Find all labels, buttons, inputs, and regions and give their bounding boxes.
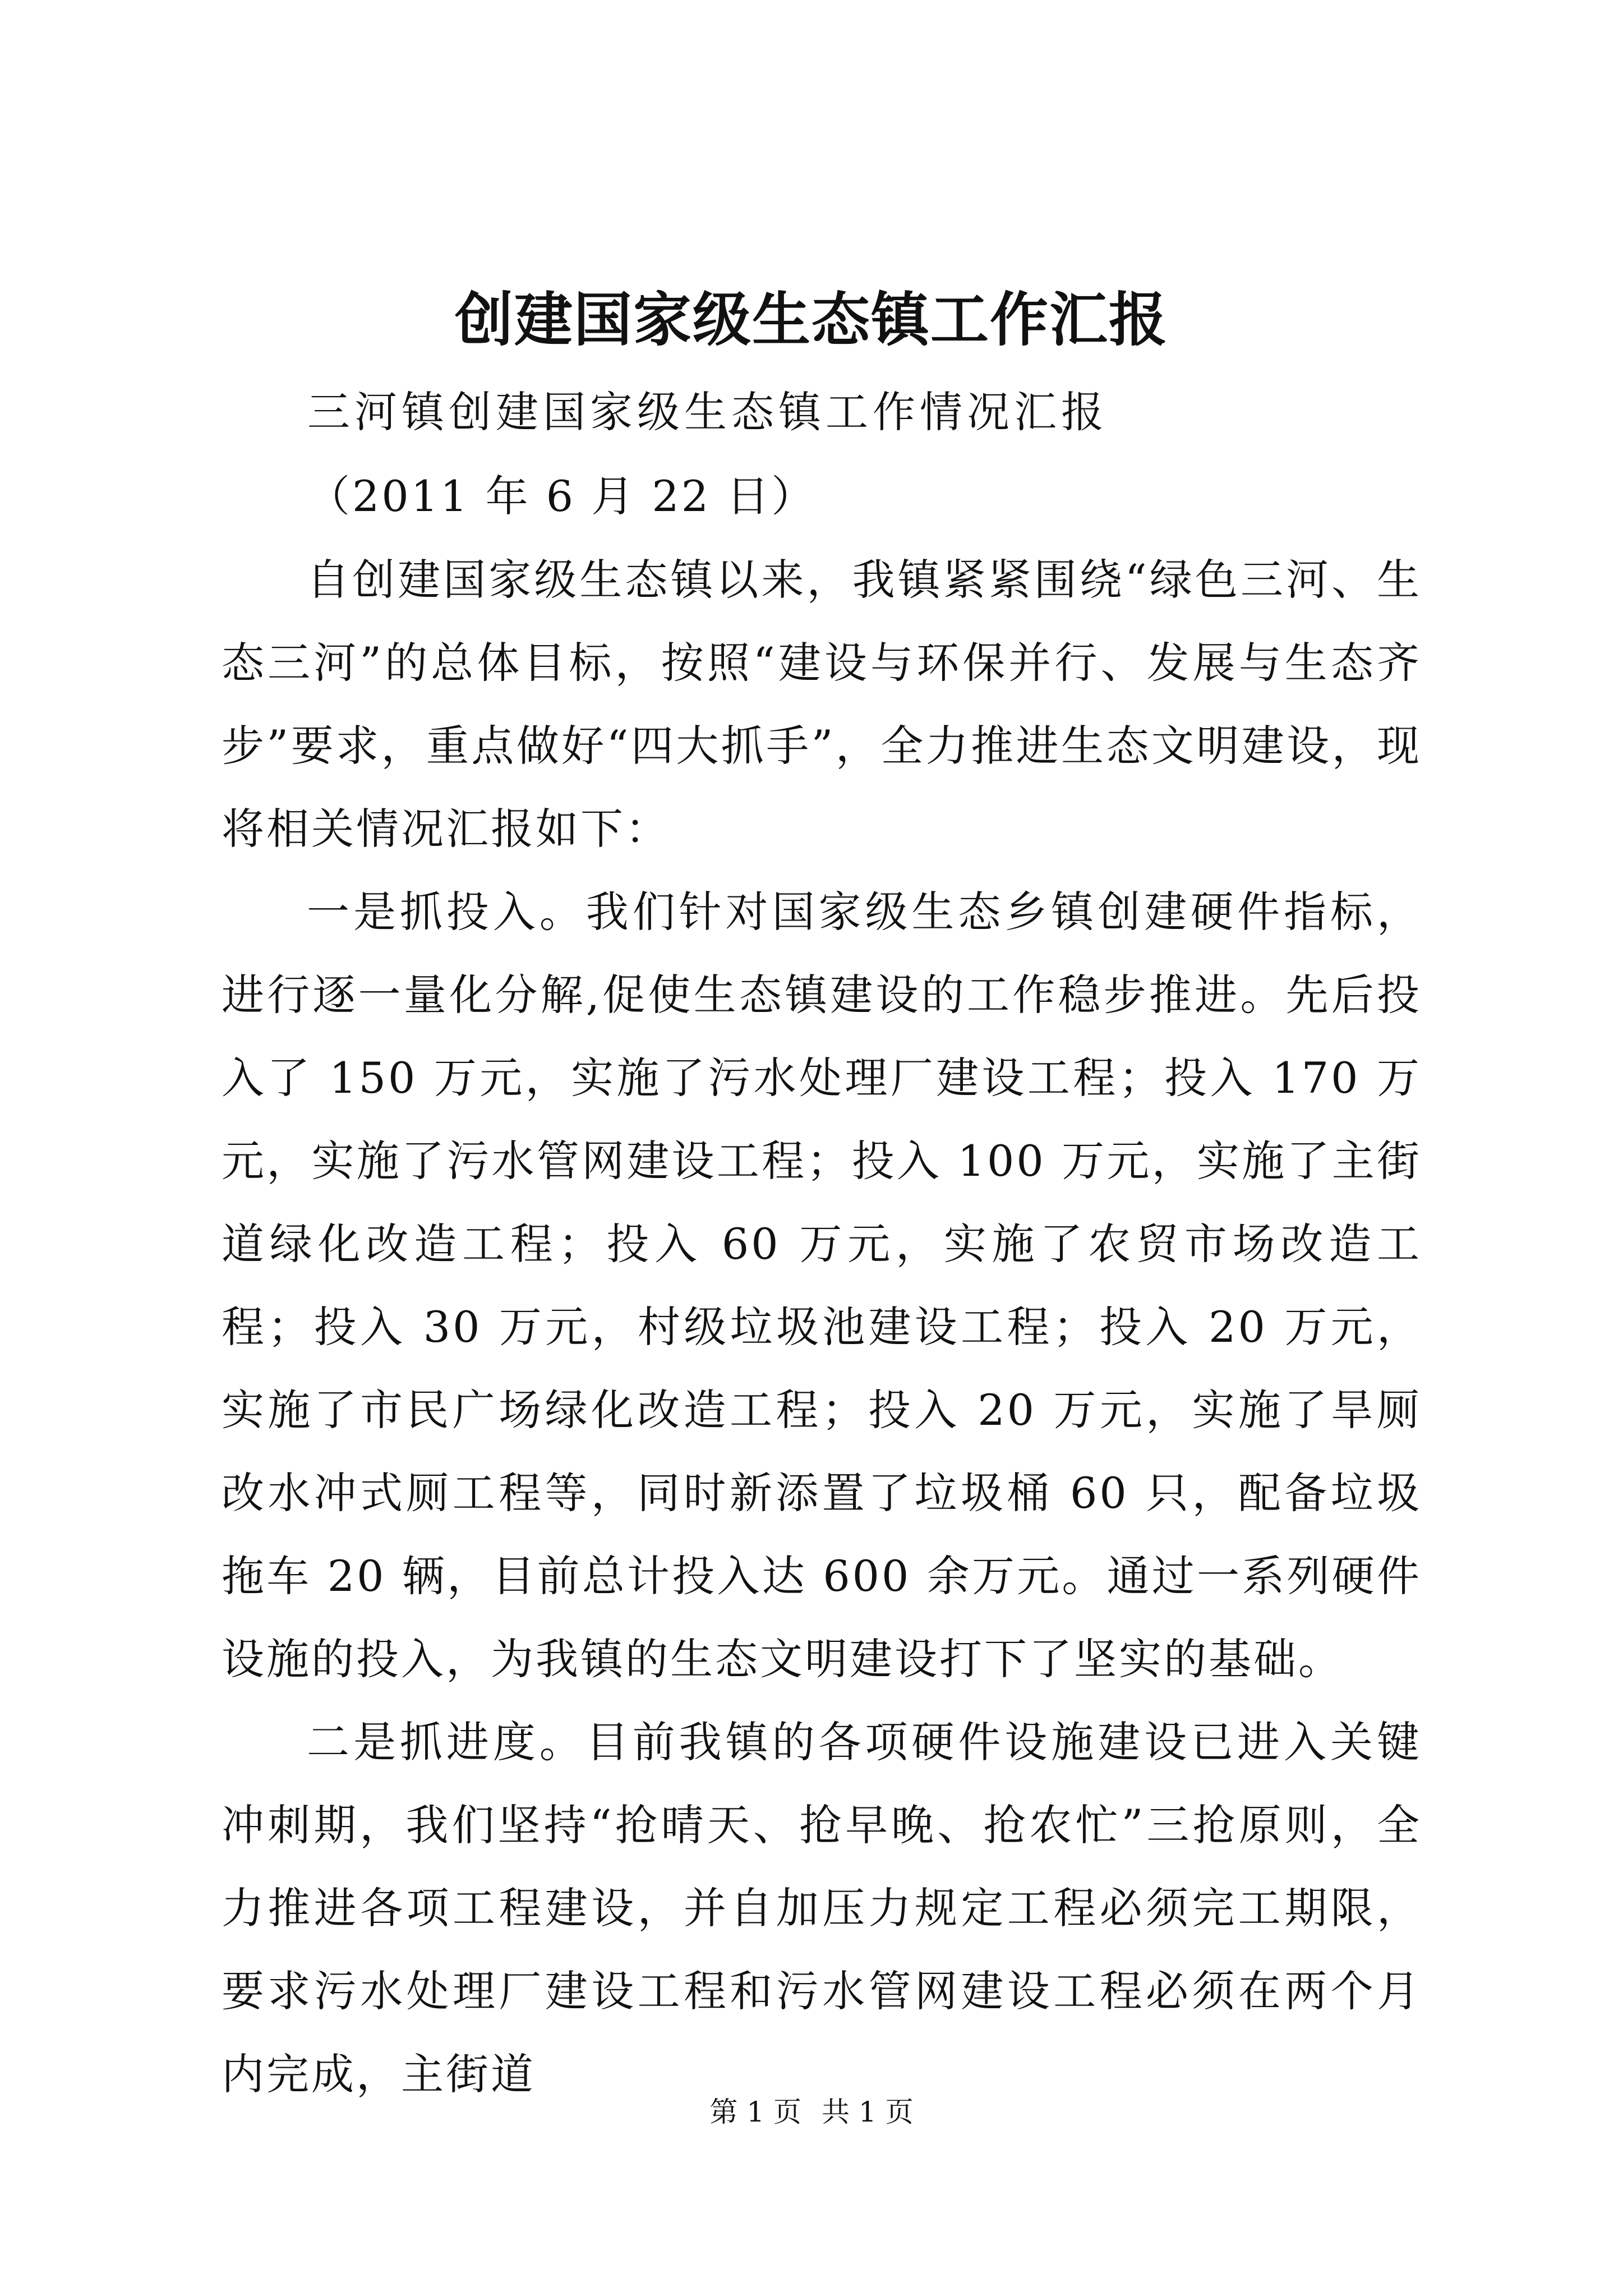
page-footer — [0, 2092, 1623, 2132]
paragraph-progress: 二是抓进度。目前我镇的各项硬件设施建设已进入关键冲刺期，我们坚持“抢晴天、抢早晚、抢农忙”三抢原则，全力推进各项工程建设，并自加压力规定工程必须完工期限，要求污水处理厂建设工程和污水管网建设工程必须在两个月内完成，主街道 — [222, 1717, 1422, 2099]
paragraph-investment: 一是抓投入。我们针对国家级生态乡镇创建硬件指标，进行逐一量化分解,促使生态镇建设的工作稳步推进。先后投入了 150 万元，实施了污水处理厂建设工程；投入 170 万元，实施了污水管网建设工程；投入 100 万元，实施了主街道绿化改造工程；投入 60 万元，实施了农贸市场改造工程；投入 30 万元，村级垃圾池建设工程；投入 20 万元，实施了市民广场绿化改造工程；投入 20 万元，实施了旱厕改水冲式厕工程等，同时新添置了垃圾桶 60 只，配备垃圾拖车 20 辆，目前总计投入达 600 余万元。通过一系列硬件设施的投入，为我镇的生态文明建设打下了坚实的基础。 — [222, 887, 1422, 1684]
page-total: 共 1 页 — [822, 2096, 914, 2128]
page-number: 第 1 页 — [709, 2096, 801, 2128]
document-subtitle: 三河镇创建国家级生态镇工作情况汇报 — [307, 387, 1108, 437]
paragraph-intro: 自创建国家级生态镇以来，我镇紧紧围绕“绿色三河、生态三河”的总体目标，按照“建设与环保并行、发展与生态齐步”要求，重点做好“四大抓手”，全力推进生态文明建设，现将相关情况汇报如下： — [222, 555, 1422, 854]
document-body — [222, 539, 1422, 2116]
document-date: （2011 年 6 月 22 日） — [307, 471, 817, 521]
document-title: 创建国家级生态镇工作汇报 — [454, 285, 1168, 354]
